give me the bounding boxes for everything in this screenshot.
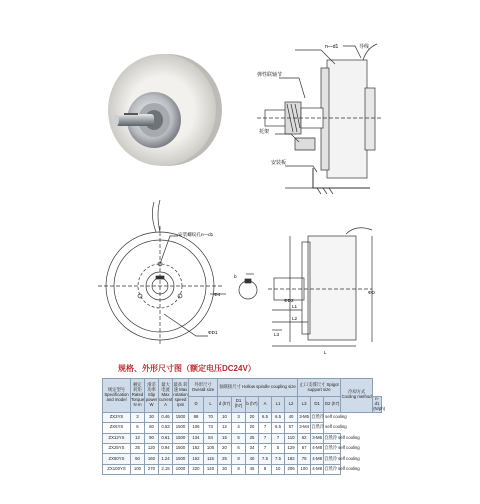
table-cell: 0.46	[159, 412, 173, 422]
side-view-diagram	[232, 222, 382, 362]
table-row	[103, 412, 382, 422]
th-model: 规定型号 Specification and model	[103, 379, 131, 413]
th-support: 止口支撑尺寸 Spigot support size	[298, 379, 341, 397]
table-cell: 3	[131, 412, 145, 422]
table-cell: 4-M8	[311, 454, 324, 464]
table-cell: 6	[131, 423, 145, 433]
table-cell: 20	[246, 412, 259, 422]
label-bracket: 托架	[259, 129, 270, 135]
table-cell: 8	[232, 464, 246, 474]
table-cell: 12	[218, 423, 232, 433]
table-cell: 70	[204, 412, 218, 422]
table-cell: 4	[232, 423, 246, 433]
label-l3: L3	[274, 332, 280, 337]
table-cell: 25	[131, 443, 145, 453]
table-cell: 106	[189, 423, 204, 433]
table-cell: 自然冷 self cooling	[324, 443, 341, 453]
th-sub: b (h7)	[246, 397, 259, 413]
th-power: 滑差 功率 Slip power W	[145, 379, 159, 413]
table-cell: ZX12YS	[103, 433, 131, 443]
table-cell: 3-M4	[298, 423, 311, 433]
table-cell: 4-M8	[311, 464, 324, 474]
th-speed: 最高 转速 Max rotation speed rpm	[173, 379, 189, 413]
th-sub: D1	[311, 397, 324, 413]
table-cell: 5	[272, 443, 285, 453]
table-cell: 129	[285, 443, 298, 453]
th-overall: 外形尺寸 Overall size	[189, 379, 218, 397]
table-cell: 1500	[173, 423, 189, 433]
label-d1: ΦD1	[208, 330, 218, 335]
table-cell: 7.5	[259, 454, 272, 464]
table-cell: 1.24	[159, 454, 173, 464]
table-cell: 1500	[173, 433, 189, 443]
table-cell: 120	[145, 443, 159, 453]
label-l2: L2	[292, 316, 298, 321]
table-cell: 270	[145, 464, 159, 474]
table-cell: 57	[285, 423, 298, 433]
table-cell: 134	[189, 433, 204, 443]
label-l1: L1	[292, 304, 298, 309]
table-cell: 7	[272, 433, 285, 443]
th-sub: D2 (h7)	[324, 397, 341, 413]
front-view-diagram	[98, 196, 238, 346]
table-cell: 25	[246, 433, 259, 443]
table-cell: 73	[204, 423, 218, 433]
table-cell: ZX100YS	[103, 464, 131, 474]
table-cell: 4-M8	[311, 443, 324, 453]
table-cell: 100	[204, 443, 218, 453]
table-cell: 206	[285, 464, 298, 474]
table-cell: 84	[204, 433, 218, 443]
table-cell: 7.5	[272, 454, 285, 464]
table-cell: 6	[232, 443, 246, 453]
table-cell: 40	[246, 454, 259, 464]
table-cell: 15	[218, 433, 232, 443]
table-cell: 自然冷 self cooling	[311, 412, 324, 422]
th-torque: 额定 转矩 Rated Torque N·m	[131, 379, 145, 413]
table-cell: 115	[204, 454, 218, 464]
table-cell: 0.53	[159, 423, 173, 433]
th-sub: L2	[285, 397, 298, 413]
table-cell: 75	[298, 454, 311, 464]
table-cell: 162	[189, 454, 204, 464]
table-cell: 1500	[173, 443, 189, 453]
spec-title: 规格、外形尺寸图（额定电压DC24V）	[118, 364, 256, 373]
table-cell: 30	[145, 412, 159, 422]
table-cell: 50	[131, 454, 145, 464]
label-d: ΦD	[368, 290, 375, 295]
table-cell: 6.5	[259, 412, 272, 422]
table-cell: 自然冷 self cooling	[324, 433, 341, 443]
table-cell: 182	[285, 454, 298, 464]
table-cell: 140	[204, 464, 218, 474]
table-cell: ZX50YS	[103, 454, 131, 464]
table-cell: ZX6YS	[103, 423, 131, 433]
table-cell: 88	[189, 412, 204, 422]
table-cell: ZX25YS	[103, 443, 131, 453]
table-cell: 8	[232, 454, 246, 464]
th-sub: L3	[298, 397, 311, 413]
label-l: L	[324, 350, 327, 355]
table-cell: 12	[131, 433, 145, 443]
th-sub: L	[204, 397, 218, 413]
table-cell: 25	[218, 454, 232, 464]
table-cell: 0.61	[159, 433, 173, 443]
th-sub: L1	[272, 397, 285, 413]
table-cell: 45	[246, 464, 259, 474]
table-cell: 100	[131, 464, 145, 474]
table-cell: 8	[259, 464, 272, 474]
table-cell: 67	[298, 443, 311, 453]
th-shaft: 轴联接尺寸 Hollow spindle coupling size	[218, 379, 298, 397]
table-row	[103, 464, 382, 474]
table-cell: 40	[285, 412, 298, 422]
label-mounting-plate: 安装板	[271, 160, 287, 166]
table-cell: 1000	[173, 464, 189, 474]
label-d4: Φ4	[214, 292, 221, 297]
table-cell: 3-M6	[311, 433, 324, 443]
th-sub: A	[259, 397, 272, 413]
table-row	[103, 454, 382, 464]
table-cell: 162	[189, 443, 204, 453]
table-cell: 7	[259, 443, 272, 453]
table-cell: 60	[145, 423, 159, 433]
table-cell: 34	[246, 443, 259, 453]
table-row	[103, 433, 382, 443]
table-cell: 7	[259, 433, 272, 443]
table-cell: 20	[246, 423, 259, 433]
th-sub: d (h7)	[218, 397, 232, 413]
table-cell: 3-M5	[298, 412, 311, 422]
table-cell: 7	[259, 423, 272, 433]
table-cell: 110	[285, 433, 298, 443]
table-cell: 自然冷 self cooling	[324, 454, 341, 464]
table-cell: 5	[232, 433, 246, 443]
table-cell: 10	[218, 412, 232, 422]
label-elastic-coupling: 弹性联轴节	[257, 72, 283, 78]
label-b: b	[234, 274, 237, 279]
table-cell: 自然冷 self cooling	[311, 423, 324, 433]
table-cell: 10	[272, 464, 285, 474]
th-cooling: 冷却方式 Cooling method	[341, 379, 373, 413]
table-cell: 160	[145, 454, 159, 464]
label-n-d1: n—d1	[325, 44, 339, 50]
table-cell: 62	[298, 433, 311, 443]
table-cell: 3	[232, 412, 246, 422]
table-cell: 20	[218, 443, 232, 453]
table-cell: 0.94	[159, 443, 173, 453]
table-cell: 220	[189, 464, 204, 474]
product-photo	[96, 40, 226, 170]
th-sub: n-d1 (N/ph)	[373, 396, 386, 411]
mounting-section-diagram	[255, 38, 390, 203]
table-row	[103, 423, 382, 433]
table-cell: 6.5	[272, 423, 285, 433]
label-d2: ΦD2	[284, 298, 294, 303]
table-cell: ZX3YS	[103, 412, 131, 422]
th-sub: D	[189, 397, 204, 413]
th-sub: D1 (h7)	[232, 397, 246, 413]
table-row	[103, 443, 382, 453]
table-cell: 30	[218, 464, 232, 474]
table-cell: 2.15	[159, 464, 173, 474]
table-cell: 6.5	[272, 412, 285, 422]
table-cell: 90	[145, 433, 159, 443]
table-cell: 100	[298, 464, 311, 474]
label-lead-wire: 导线	[359, 44, 370, 50]
spec-table	[102, 378, 386, 475]
th-current: 最大 电流 Max current A	[159, 379, 173, 413]
table-cell: 1500	[173, 412, 189, 422]
table-cell: 1500	[173, 454, 189, 464]
label-thread-holes: 安装螺纹孔n—d1	[178, 232, 214, 237]
table-cell: 自然冷 self cooling	[324, 464, 341, 474]
